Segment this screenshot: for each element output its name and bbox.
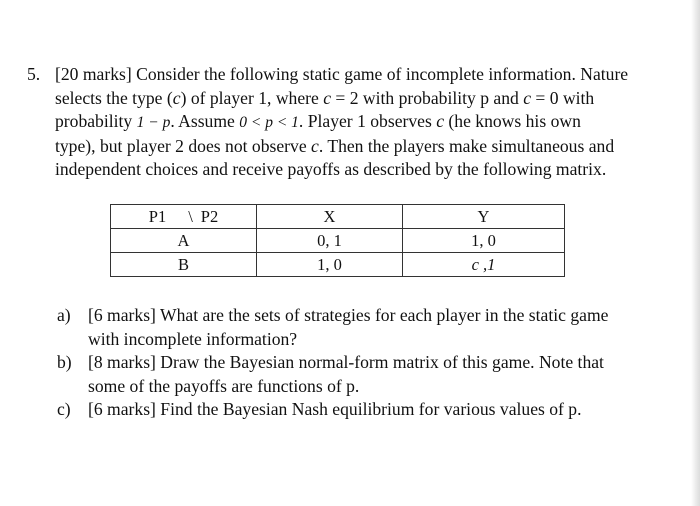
question-line-1 bbox=[55, 63, 667, 87]
question-text-segment: ) of player 1, where bbox=[180, 87, 324, 108]
question-line-3 bbox=[55, 110, 667, 135]
question-line-5 bbox=[55, 158, 667, 182]
sub-question-line: [6 marks] Find the Bayesian Nash equilibrium for various values of p. bbox=[88, 399, 582, 419]
question-text-segment: probability bbox=[55, 111, 137, 131]
matrix-row-a bbox=[111, 229, 565, 253]
question-text bbox=[55, 63, 667, 182]
matrix-row-b bbox=[111, 253, 565, 277]
payoff-cell-a-x: 0, 1 bbox=[257, 229, 403, 253]
math-var-c: c bbox=[323, 87, 332, 108]
question-text-segment: = 2 with probability p and bbox=[331, 87, 524, 108]
math-expression: 0 < p < 1 bbox=[239, 114, 299, 131]
player-1-label: P1 bbox=[148, 206, 167, 226]
sub-question-label: a) bbox=[57, 305, 71, 325]
question-text-segment: type), but player 2 does not observe bbox=[55, 135, 312, 156]
payoff-cell-a-y: 1, 0 bbox=[403, 229, 565, 253]
sub-question-label: c) bbox=[57, 399, 71, 419]
matrix-corner-cell bbox=[111, 205, 257, 229]
question-text-segment: independent choices and receive payoffs as described by the following matrix. bbox=[55, 159, 607, 179]
sub-question-c bbox=[57, 398, 608, 422]
question-line-2 bbox=[55, 87, 667, 111]
sub-question-a bbox=[57, 304, 608, 351]
payoff-matrix bbox=[110, 204, 565, 277]
player-2-label: P2 bbox=[200, 206, 219, 226]
sub-question-label: b) bbox=[57, 352, 72, 372]
matrix-header-row bbox=[111, 205, 565, 229]
payoff-cell-b-x: 1, 0 bbox=[257, 253, 403, 277]
sub-question-line: [6 marks] What are the sets of strategies for each player in the static game bbox=[88, 305, 609, 325]
header-separator: \ bbox=[188, 206, 193, 226]
column-header-x: X bbox=[257, 205, 403, 229]
sub-questions bbox=[57, 304, 608, 422]
sub-question-b bbox=[57, 351, 608, 398]
page-edge-shadow bbox=[691, 0, 700, 506]
question-text-segment: . Assume bbox=[170, 111, 240, 131]
row-label-a: A bbox=[111, 229, 257, 253]
question-text-segment: selects the type ( bbox=[55, 87, 173, 108]
payoff-cell-b-y: c ,1 bbox=[403, 253, 565, 277]
question-line-4 bbox=[55, 135, 667, 159]
question-text-segment: = 0 with bbox=[531, 87, 595, 108]
math-expression: 1 − p bbox=[136, 114, 171, 131]
question-text-segment: (he knows his own bbox=[444, 111, 581, 131]
column-header-y: Y bbox=[403, 205, 565, 229]
question-number: 5. bbox=[27, 64, 41, 84]
math-var-c: c bbox=[172, 87, 181, 108]
sub-question-line: some of the payoffs are functions of p. bbox=[88, 375, 360, 396]
question-text-segment: [20 marks] Consider the following static game of incomplete information. Nature bbox=[55, 64, 629, 84]
sub-question-line: [8 marks] Draw the Bayesian normal-form matrix of this game. Note that bbox=[88, 352, 604, 372]
question-text-segment: . Then the players make simultaneous and bbox=[318, 135, 615, 156]
math-var-c: c bbox=[311, 135, 319, 156]
sub-question-line: with incomplete information? bbox=[88, 328, 298, 349]
math-var-c: c bbox=[436, 111, 445, 131]
question-text-segment: . Player 1 observes bbox=[298, 111, 437, 131]
row-label-b: B bbox=[111, 253, 257, 277]
math-var-c: c bbox=[523, 87, 532, 108]
